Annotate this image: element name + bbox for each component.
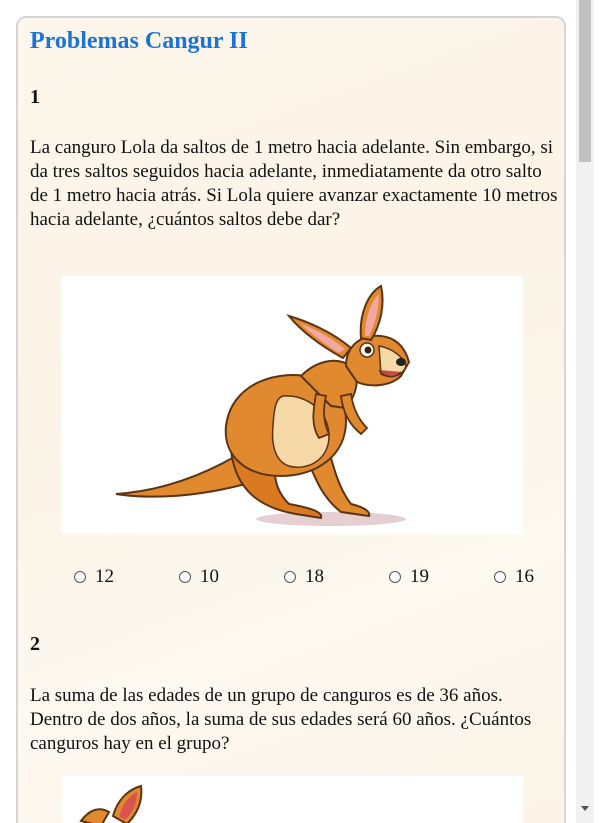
option-1-d[interactable] [389,566,429,588]
question-1-options [70,566,540,590]
radio-button-icon[interactable] [284,571,296,583]
question-2-kangaroo-image [61,776,523,823]
option-1-b[interactable] [179,566,219,588]
radio-button-icon[interactable] [179,571,191,583]
page-title: Problemas Cangur II [30,28,248,54]
option-1-e[interactable] [494,566,534,588]
option-label: 12 [95,566,114,587]
option-1-c[interactable] [284,566,324,588]
option-1-a[interactable] [74,566,114,588]
radio-button-icon[interactable] [389,571,401,583]
kangaroo-illustration [61,276,523,534]
question-1-kangaroo-image [61,276,523,534]
option-label: 19 [410,566,429,587]
problems-card [16,16,566,823]
question-1-text: La canguro Lola da saltos de 1 metro hacia adelante. Sin embargo, si da tres saltos seguidos hacia adelante, inmediatamente da otro salto de 1 metro hacia atrás. Si Lola quiere avanzar exactamente 10 metros hacia adelante, ¿cuántos saltos debe dar? [30,137,558,230]
option-label: 16 [515,566,534,587]
question-2-number: 2 [30,633,40,655]
scrollbar-thumb[interactable] [579,0,591,162]
scroll-down-arrow-icon[interactable] [581,806,589,811]
page-scrollbar[interactable] [576,0,594,823]
question-1-number: 1 [30,86,40,108]
option-label: 18 [305,566,324,587]
radio-button-icon[interactable] [74,571,86,583]
radio-button-icon[interactable] [494,571,506,583]
option-label: 10 [200,566,219,587]
kangaroo-illustration-partial [61,776,523,823]
question-2-text: La suma de las edades de un grupo de canguros es de 36 años. Dentro de dos años, la suma de sus edades será 60 años. ¿Cuántos canguros hay en el grupo? [30,685,532,754]
